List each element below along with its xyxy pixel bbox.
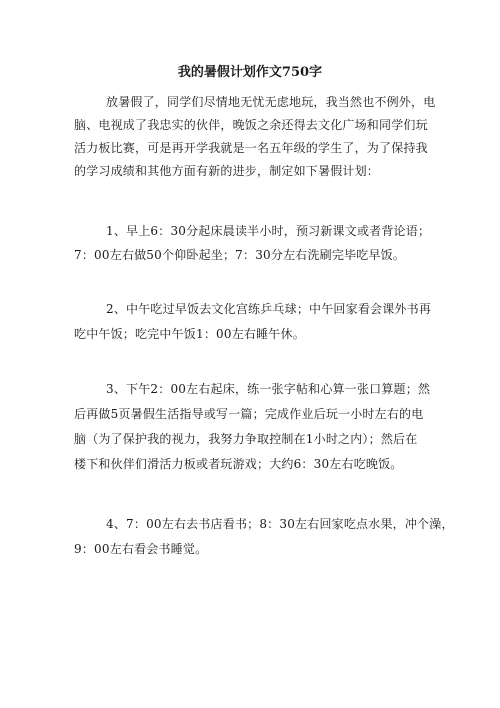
plan-item-3-line-4: 楼下和伙伴们滑活力板或者玩游戏；大约6：30左右吃晚饭。 bbox=[74, 457, 403, 471]
plan-item-1-line-2: 7：00左右做50个仰卧起坐；7：30分左右洗刷完毕吃早饭。 bbox=[74, 248, 406, 262]
plan-item-2-line-1: 2、中午吃过早饭去文化宫练乒乓球；中午回家看会课外书再 bbox=[106, 302, 432, 316]
plan-item-2-line-2: 吃中午饭；吃完中午饭1：00左右睡午休。 bbox=[74, 327, 305, 341]
plan-item-3-line-1: 3、下午2：00左右起床，练一张字帖和心算一张口算题；然 bbox=[106, 382, 431, 396]
intro-line-4: 的学习成绩和其他方面有新的进步，制定如下暑假计划： bbox=[74, 164, 380, 178]
plan-item-4-line-2: 9：00左右看会书睡觉。 bbox=[74, 542, 208, 556]
intro-line-2: 脑、电视成了我忠实的伙伴，晚饭之余还得去文化广场和同学们玩 bbox=[74, 118, 428, 132]
intro-line-1: 放暑假了，同学们尽情地无忧无虑地玩，我当然也不例外，电 bbox=[106, 95, 436, 109]
document-title: 我的暑假计划作文750字 bbox=[177, 65, 323, 80]
plan-item-4-line-1: 4、7：00左右去书店看书；8：30左右回家吃点水果，冲个澡， bbox=[106, 517, 454, 531]
intro-line-3: 活力板比赛，可是再开学我就是一名五年级的学生了，为了保持我 bbox=[74, 141, 428, 155]
plan-item-1-line-1: 1、早上6：30分起床晨读半小时，预习新课文或者背论语； bbox=[106, 224, 431, 238]
plan-item-3-line-2: 后再做5页暑假生活指导或写一篇；完成作业后玩一小时左右的电 bbox=[74, 407, 424, 421]
plan-item-3-line-3: 脑（为了保护我的视力，我努力争取控制在1小时之内）；然后在 bbox=[74, 432, 418, 446]
